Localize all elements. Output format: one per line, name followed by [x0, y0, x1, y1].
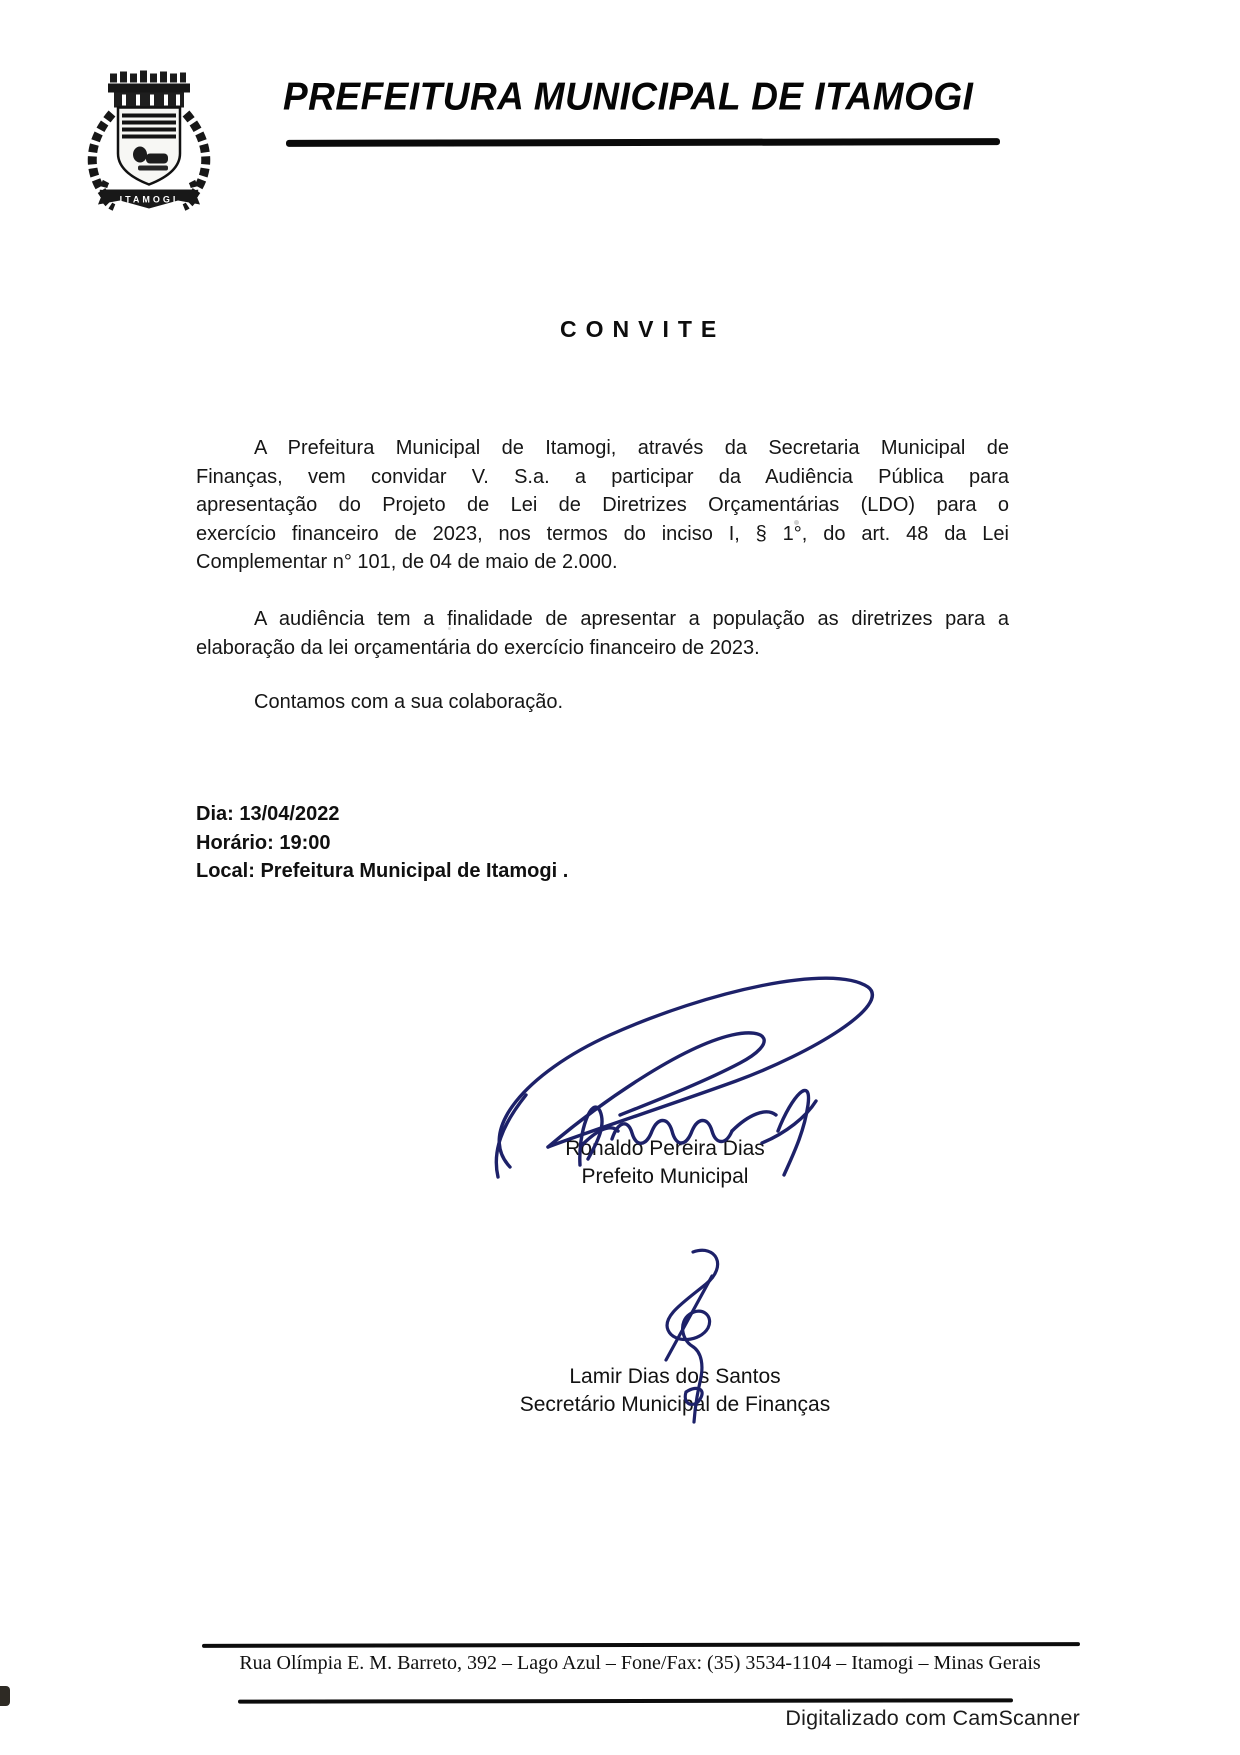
signer-role: Secretário Municipal de Finanças: [519, 1393, 831, 1416]
footer-rule-bottom: [238, 1698, 1013, 1703]
mayor-signature-block: [460, 1135, 870, 1191]
event-details: [196, 800, 896, 886]
footer-address: Rua Olímpia E. M. Barreto, 392 – Lago Azul – Fone/Fax: (35) 3534-1104 – Itamogi – Minas Gerais: [239, 1652, 1041, 1674]
event-location: Local: Prefeitura Municipal de Itamogi .: [196, 860, 569, 882]
municipal-crest-logo: [80, 60, 218, 215]
event-date: Dia: 13/04/2022: [196, 803, 340, 825]
paragraph-line: elaboração da lei orçamentária do exercício financeiro de 2023.: [196, 636, 760, 659]
paragraph-line: A Prefeitura Municipal de Itamogi, através da Secretaria Municipal de: [254, 437, 1009, 459]
paragraph-2: [196, 605, 1009, 662]
camscanner-watermark: Digitalizado com CamScanner: [785, 1706, 1080, 1730]
scan-speck: [794, 520, 799, 525]
footer-rule-top: [202, 1642, 1080, 1648]
signer-name: Lamir Dias dos Santos: [569, 1365, 781, 1388]
page-title: PREFEITURA MUNICIPAL DE ITAMOGI: [283, 75, 974, 118]
paragraph-line: Finanças, vem convidar V. S.a. a participar da Audiência Pública para: [196, 465, 1009, 488]
secretary-signature-block: [460, 1363, 890, 1419]
scan-edge-smudge: [0, 1686, 10, 1706]
signer-name: Ronaldo Pereira Dias: [565, 1137, 765, 1160]
invitation-heading: CONVITE: [560, 316, 726, 342]
crest-shield: [118, 108, 180, 185]
paragraph-line: exercício financeiro de 2023, nos termos do inciso I, § 1°, do art. 48 da Lei: [196, 522, 1009, 545]
paragraph-line: A audiência tem a finalidade de apresentar a população as diretrizes para a: [254, 608, 1009, 630]
title-underline: [286, 138, 1000, 147]
scan-speck: [448, 627, 451, 630]
paragraph-3: [196, 688, 1009, 717]
paragraph-line: apresentação do Projeto de Lei de Diretrizes Orçamentárias (LDO) para o: [196, 494, 1009, 516]
signer-role: Prefeito Municipal: [581, 1165, 749, 1188]
crest-banner-text: ITAMOGI: [119, 194, 179, 205]
event-time: Horário: 19:00: [196, 831, 331, 854]
paragraph-1: [196, 434, 1009, 577]
paragraph-line: Contamos com a sua colaboração.: [254, 691, 564, 713]
paragraph-line: Complementar n° 101, de 04 de maio de 2.000.: [196, 551, 618, 573]
crest-crown: [108, 71, 190, 108]
